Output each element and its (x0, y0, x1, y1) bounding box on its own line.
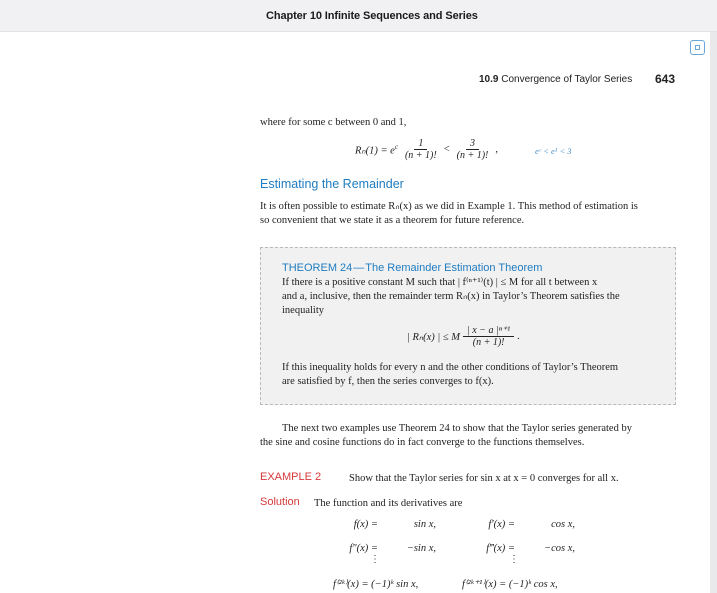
paragraph-line: It is often possible to estimate Rₙ(x) as we did in Example 1. This method of estimation is (260, 201, 638, 212)
ineq-lhs: | Rₙ(x) | ≤ M (407, 331, 461, 343)
theorem-line: are satisfied by f, then the series converges to f(x). (282, 376, 494, 387)
ineq-end: . (517, 331, 520, 342)
theorem-line: and a, inclusive, then the remainder term Rₙ(x) in Taylor’s Theorem satisfies the (282, 291, 620, 302)
paragraph-line: The next two examples use Theorem 24 to show that the Taylor series generated by (282, 423, 632, 434)
scrollbar-track[interactable] (710, 32, 717, 593)
top-bar (0, 0, 717, 32)
deriv-general-odd: f⁽²ᵏ⁺¹⁾(x) = (−1)ᵏ cos x, (462, 579, 558, 590)
deriv-lhs: f‴(x) = (486, 543, 515, 554)
ineq-fraction: $\frac{\text{| x − a |ⁿ⁺¹}}{(n + 1)!}$ (463, 325, 514, 348)
solution-text: The function and its derivatives are (314, 498, 463, 509)
equation-remainder (355, 138, 498, 161)
section-heading: Estimating the Remainder (260, 177, 404, 191)
page-number: 643 (655, 72, 676, 86)
example-text: Show that the Taylor series for sin x at x = 0 converges for all x. (349, 473, 619, 484)
theorem-line: If there is a positive constant M such that | f⁽ⁿ⁺¹⁾(t) | ≤ M for all t between x (282, 277, 598, 288)
solution-label: Solution (260, 496, 300, 508)
section-label: 10.9 (479, 74, 499, 85)
eq1-fraction-2: $\frac{3}{(n + 1)!}$ (456, 138, 489, 161)
deriv-general-even: f⁽²ᵏ⁾(x) = (−1)ᵏ sin x, (333, 579, 419, 590)
paragraph-line: so convenient that we state it as a theorem for future reference. (260, 215, 525, 226)
fullscreen-icon[interactable] (690, 40, 705, 55)
deriv-rhs: −cos x, (544, 543, 575, 554)
section-title: Convergence of Taylor Series (501, 74, 633, 85)
theorem-line: If this inequality holds for every n and the other conditions of Taylor’s Theorem (282, 362, 619, 373)
intro-line: where for some c between 0 and 1, (260, 117, 407, 128)
deriv-lhs: f(x) = (353, 519, 378, 530)
vertical-ellipsis: ⋮ (370, 554, 380, 565)
eq1-fraction-1: $\frac{1}{(n + 1)!}$ (404, 138, 437, 161)
deriv-rhs: sin x, (413, 519, 436, 530)
paragraph-line: the sine and cosine functions do in fact converge to the functions themselves. (260, 437, 585, 448)
deriv-rhs: cos x, (551, 519, 575, 530)
deriv-lhs: f′(x) = (488, 519, 515, 530)
theorem-inequality (407, 325, 520, 348)
eq1-relation: < (443, 144, 450, 155)
vertical-ellipsis: ⋮ (509, 554, 519, 565)
chapter-title: Chapter 10 Infinite Sequences and Series (266, 10, 478, 22)
eq1-trailing: , (495, 144, 498, 155)
example-label: EXAMPLE 2 (260, 471, 322, 483)
deriv-rhs: −sin x, (406, 543, 436, 554)
eq1-lhs: $R_n(1) = e^c$ (355, 142, 398, 157)
theorem-title: THEOREM 24—The Remainder Estimation Theorem (282, 262, 543, 274)
margin-note: eᶜ < e¹ < 3 (535, 146, 572, 156)
deriv-lhs: f″(x) = (349, 543, 378, 554)
running-head (479, 74, 632, 85)
fullscreen-icon-glyph (695, 45, 700, 50)
theorem-line: inequality (282, 305, 324, 316)
